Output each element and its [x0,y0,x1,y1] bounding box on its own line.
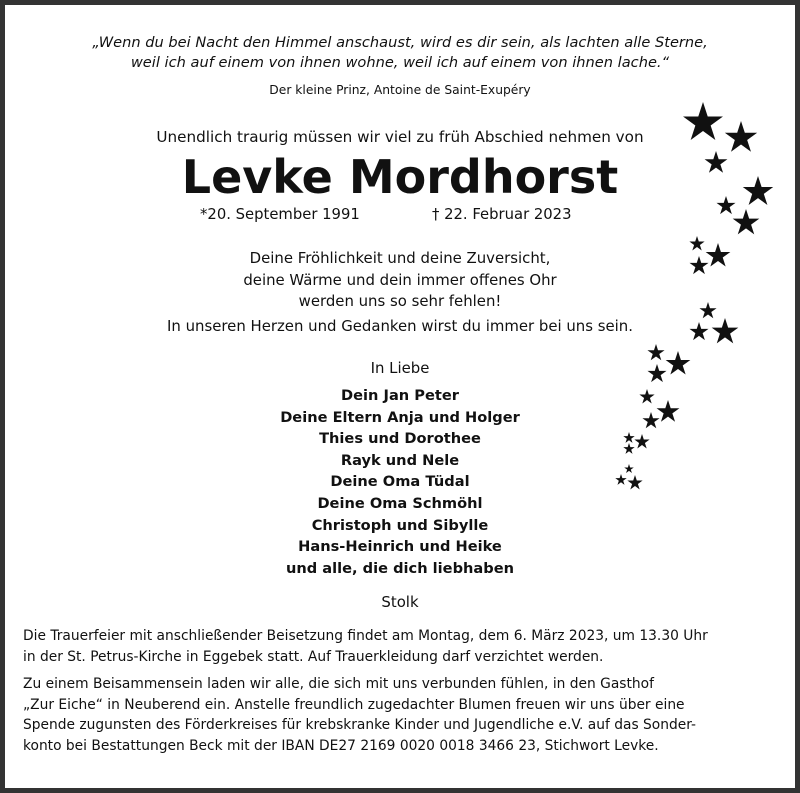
star-icon [725,121,757,152]
mourner: Christoph und Sibylle [311,516,489,534]
star-icon [647,344,664,360]
star-icon [683,102,723,140]
mourner: Thies und Dorothee [319,430,481,448]
funeral-info [23,626,777,667]
star-icon [716,196,735,214]
gathering-line: „Zur Eiche“ in Neuberend ein. Anstelle freundlich zugedachter Blumen freuen wir uns über eine [23,696,685,713]
star-icon [657,400,680,422]
star-icon [624,464,634,473]
deceased-name: Levke Mordhorst [181,150,619,204]
star-icon [689,256,708,274]
in-love-label: In Liebe [370,359,430,377]
death-date: † 22. Februar 2023 [432,206,572,223]
star-icon [699,302,716,318]
star-icon [712,318,739,343]
star-icon [623,443,634,454]
star-icon [639,389,654,403]
place: Stolk [381,593,419,611]
stars-decoration [600,95,790,500]
mourner: Deine Eltern Anja und Holger [280,408,520,426]
quote-line: „Wenn du bei Nacht den Himmel anschaust, wird es dir sein, als lachten alle Sterne, [92,34,708,51]
star-icon [623,432,634,443]
gathering-line: konto bei Bestattungen Beck mit der IBAN DE27 2169 0020 0018 3466 23, Stichwort Levke. [23,737,659,754]
gathering-info [23,674,777,756]
quote [10,33,790,73]
star-icon [689,236,704,250]
funeral-line: Die Trauerfeier mit anschließender Beisetzung findet am Montag, dem 6. März 2023, um 13.30 Uhr [23,628,708,644]
star-icon [666,351,691,375]
mourner: und alle, die dich liebhaben [286,559,514,577]
star-icon-group [615,102,773,489]
mourner: Rayk und Nele [340,451,460,469]
star-icon [615,474,626,485]
star-icon [733,209,760,234]
birth-date: *20. September 1991 [200,206,360,223]
star-icon [642,412,659,428]
star-icon [689,322,708,340]
verse-line: deine Wärme und dein immer offenes Ohr [243,270,557,289]
funeral-line: in der St. Petrus-Kirche in Eggebek statt. Auf Trauerkleidung darf verzichtet werden. [23,648,604,665]
mourner: Deine Oma Schmöhl [317,494,483,512]
mourner: Deine Oma Tüdal [330,473,470,491]
intro-text: Unendlich traurig müssen wir viel zu früh Abschied nehmen von [156,128,644,146]
star-icon [647,364,666,382]
verse-line: Deine Fröhlichkeit und deine Zuversicht, [249,249,551,267]
mourner: Dein Jan Peter [341,387,459,404]
star-icon [627,475,642,489]
star-icon [634,434,649,448]
quote-line: weil ich auf einem von ihnen wohne, weil ich auf einem von ihnen lache.“ [130,54,670,71]
gathering-line: Zu einem Beisammensein laden wir alle, die sich mit uns verbunden fühlen, in den Gasthof [23,676,654,692]
quote-source: Der kleine Prinz, Antoine de Saint-Exupéry [269,83,531,97]
heart-line: In unseren Herzen und Gedanken wirst du immer bei uns sein. [167,317,633,335]
verse-line: werden uns so sehr fehlen! [298,292,502,310]
star-icon [705,151,728,173]
star-icon [743,176,773,205]
star-icon [706,243,731,267]
gathering-line: Spende zugunsten des Förderkreises für krebskranke Kinder und Jugendliche e.V. auf das Sonder- [23,717,696,733]
mourner: Hans-Heinrich und Heike [298,538,502,556]
